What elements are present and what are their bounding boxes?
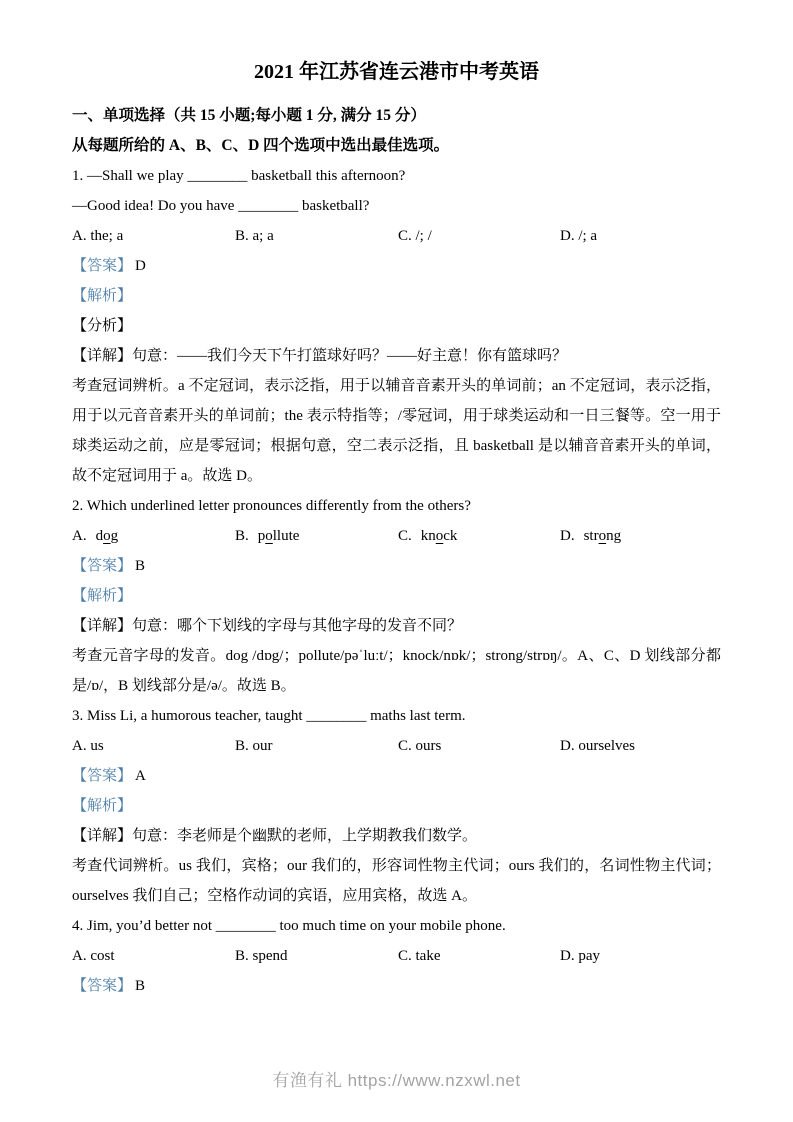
answer-label: 【答案】: [72, 558, 133, 574]
option-d: [560, 521, 721, 551]
jiexi-label: 【解析】: [72, 588, 133, 604]
question-2-answer-line: [72, 551, 721, 581]
option-b: B. spend: [235, 948, 288, 964]
xiangjie-label: 【详解】: [72, 828, 133, 844]
option-letter: B.: [235, 528, 249, 544]
question-4-stem: 4. Jim, you’d better not ________ too much time on your mobile phone.: [72, 918, 506, 934]
detail-text: 句意：——我们今天下午打篮球好吗？——好主意！你有篮球吗？: [132, 348, 568, 364]
option-d: D. /; a: [560, 228, 598, 244]
answer-value: D: [135, 258, 146, 274]
question-2-stem: 2. Which underlined letter pronounces differently from the others?: [72, 498, 471, 514]
question-1-jiexi-label: [72, 281, 721, 311]
answer-label: 【答案】: [72, 768, 133, 784]
question-1-explain: 考查冠词辨析。a 不定冠词，表示泛指，用于以辅音音素开头的单词前；an 不定冠词，表示泛指，用于以元音音素开头的单词前；the 表示特指等；/零冠词，用于球类运动和一日三餐等。空一用于球类运动之前，应是零冠词；根据句意，空二表示泛指，且 basketball 是以辅音音素开头的单词，故不定冠词用于 a。故选 D。: [72, 378, 721, 484]
option-letter: D.: [560, 528, 575, 544]
question-1-stem-line2: —Good idea! Do you have ________ basketball?: [72, 198, 370, 214]
section-heading: 一、单项选择（共 15 小题;每小题 1 分, 满分 15 分）: [72, 107, 426, 124]
answer-label: 【答案】: [72, 978, 133, 994]
answer-label: 【答案】: [72, 258, 133, 274]
option-word: knock: [420, 528, 458, 544]
underlined-letter: o: [265, 528, 273, 544]
answer-value: A: [135, 768, 146, 784]
question-1-detail-line: [72, 341, 721, 371]
underlined-letter: o: [103, 528, 111, 544]
question-2-detail-line: [72, 611, 721, 641]
option-d: D. ourselves: [560, 738, 635, 754]
option-word: strong: [583, 528, 622, 544]
jiexi-label: 【解析】: [72, 798, 133, 814]
question-4-options: [72, 941, 721, 971]
question-1-stem-line1: 1. —Shall we play ________ basketball this afternoon?: [72, 168, 406, 184]
option-c: C. ours: [398, 738, 442, 754]
option-c: C. /; /: [398, 228, 432, 244]
question-3-explain: 考查代词辨析。us 我们，宾格；our 我们的，形容词性物主代词；ours 我们的，名词性物主代词；ourselves 我们自己；空格作动词的宾语，应用宾格，故选 A。: [72, 858, 721, 904]
underlined-letter: o: [435, 528, 444, 544]
question-1-options: [72, 221, 721, 251]
question-1-answer-line: [72, 251, 721, 281]
jiexi-label: 【解析】: [72, 288, 133, 304]
question-2-explain: 考查元音字母的发音。dog /dɒg/；pollute/pəˈluːt/；knock/nɒk/；strong/strɒŋ/。A、C、D 划线部分都是/ɒ/，B 划线部分是/ə/。故选 B。: [72, 648, 721, 694]
option-b: B. our: [235, 738, 273, 754]
question-3-stem: 3. Miss Li, a humorous teacher, taught ________ maths last term.: [72, 708, 466, 724]
section-instruction: 从每题所给的 A、B、C、D 四个选项中选出最佳选项。: [72, 137, 450, 154]
option-letter: C.: [398, 528, 412, 544]
page-title: 2021 年江苏省连云港市中考英语: [254, 61, 539, 83]
question-1-fenxi-label: 【分析】: [72, 318, 133, 334]
question-3-options: [72, 731, 721, 761]
option-a: A. the; a: [72, 228, 124, 244]
option-a: [72, 521, 235, 551]
question-4-answer-line: [72, 971, 721, 1001]
answer-value: B: [135, 558, 146, 574]
answer-value: B: [135, 978, 146, 994]
watermark-footer: 有渔有礼 https://www.nzxwl.net: [272, 1071, 521, 1090]
underlined-letter: o: [598, 528, 607, 544]
xiangjie-label: 【详解】: [72, 618, 133, 634]
option-word: pollute: [257, 528, 300, 544]
xiangjie-label: 【详解】: [72, 348, 133, 364]
detail-text: 句意：哪个下划线的字母与其他字母的发音不同？: [132, 618, 463, 634]
option-a: A. cost: [72, 948, 115, 964]
option-c: [398, 521, 560, 551]
option-d: D. pay: [560, 948, 600, 964]
option-b: B. a; a: [235, 228, 274, 244]
option-a: A. us: [72, 738, 104, 754]
option-b: [235, 521, 398, 551]
option-letter: A.: [72, 528, 87, 544]
option-word: dog: [95, 528, 119, 544]
question-3-answer-line: [72, 761, 721, 791]
question-3-jiexi-label: [72, 791, 721, 821]
detail-text: 句意：李老师是个幽默的老师，上学期教我们数学。: [132, 828, 478, 844]
question-3-detail-line: [72, 821, 721, 851]
question-2-jiexi-label: [72, 581, 721, 611]
option-c: C. take: [398, 948, 441, 964]
question-2-options: [72, 521, 721, 551]
